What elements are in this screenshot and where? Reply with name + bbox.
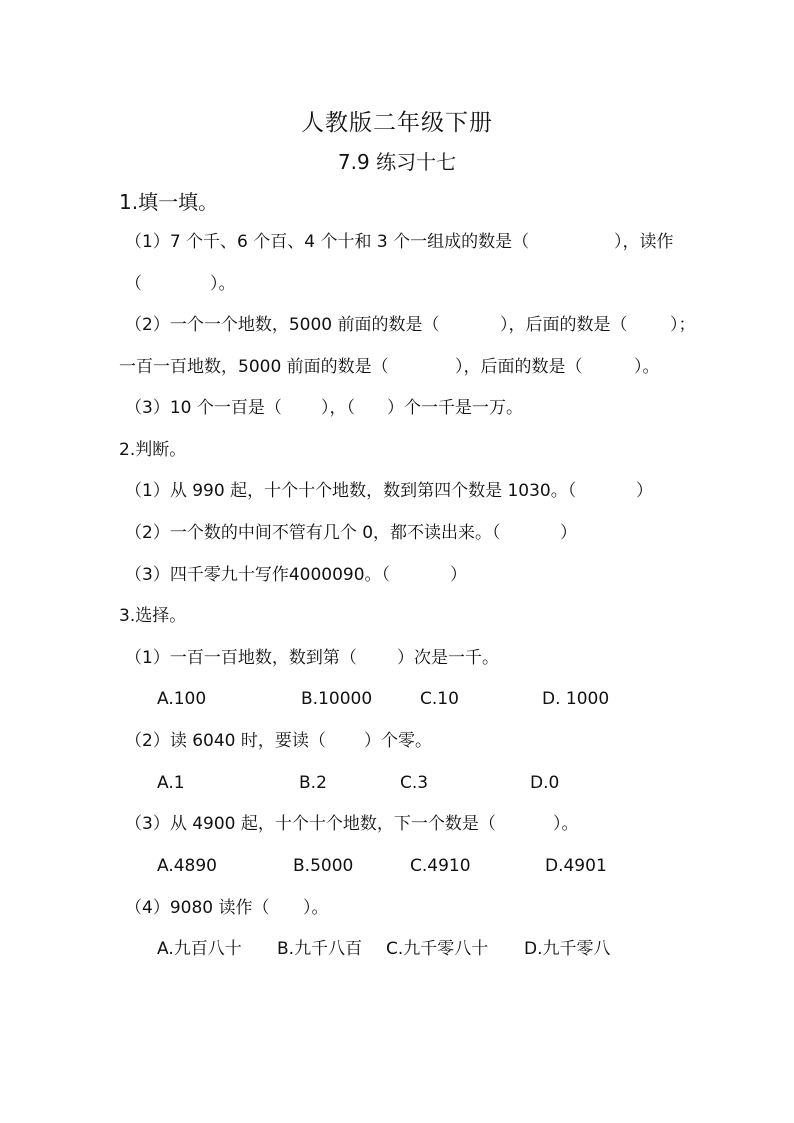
text-q3-4o-1: B.九千八百 xyxy=(277,939,363,959)
text-q3-2o-2: C.3 xyxy=(400,773,429,793)
text-q3-2o-3: D.0 xyxy=(530,773,560,793)
text-q2-2-0: （2）一个数的中间不管有几个 0，都不读出来。（ xyxy=(125,523,501,543)
text-q1-1a-1: ），读作 xyxy=(614,232,674,252)
text-q3-4o-2: C.九千零八十 xyxy=(386,939,489,959)
text-q2-2-1: ） xyxy=(560,523,577,543)
line-q1-1a xyxy=(0,228,794,256)
text-q1-2b-2: ）。 xyxy=(634,357,660,377)
text-s2-0: 2.判断。 xyxy=(119,440,187,460)
text-q3-3-1: ）。 xyxy=(553,814,579,834)
text-q3-3o-1: B.5000 xyxy=(293,856,354,876)
line-q3-4o xyxy=(0,935,794,963)
text-q1-2b-1: ），后面的数是（ xyxy=(455,357,583,377)
text-q3-4-1: ）。 xyxy=(303,898,329,918)
page-title: 人教版二年级下册 xyxy=(301,110,493,136)
text-s3-0: 3.选择。 xyxy=(119,606,187,626)
text-q1-2a-0: （2）一个一个地数，5000 前面的数是（ xyxy=(125,315,440,335)
page-subtitle: 7.9 练习十七 xyxy=(337,150,457,174)
line-q3-4 xyxy=(0,894,794,922)
text-q3-3o-2: C.4910 xyxy=(410,856,471,876)
line-s2 xyxy=(0,436,794,464)
line-q3-3o xyxy=(0,852,794,880)
text-q3-2o-1: B.2 xyxy=(299,773,327,793)
text-q1-3-2: ）个一千是一万。 xyxy=(387,398,523,418)
text-q2-1-1: ） xyxy=(636,481,653,501)
line-q2-3 xyxy=(0,561,794,589)
line-s3 xyxy=(0,602,794,630)
line-q2-2 xyxy=(0,519,794,547)
text-q1-2a-2: ）； xyxy=(670,315,696,335)
line-q1-2b xyxy=(0,353,794,381)
text-q3-3o-0: A.4890 xyxy=(157,856,217,876)
text-s1-0: 1.填一填。 xyxy=(119,190,219,214)
line-q2-1 xyxy=(0,477,794,505)
line-s1 xyxy=(0,188,794,216)
text-q3-4o-0: A.九百八十 xyxy=(157,939,242,959)
line-q3-1 xyxy=(0,644,794,672)
line-q3-2o xyxy=(0,769,794,797)
text-q1-1b-1: ）。 xyxy=(210,274,236,294)
text-q3-4-0: （4）9080 读作（ xyxy=(125,898,270,918)
text-q3-1-1: ）次是一千。 xyxy=(397,648,499,668)
line-q3-1o xyxy=(0,685,794,713)
text-q3-2o-0: A.1 xyxy=(157,773,185,793)
text-q1-1a-0: （1）7 个千、6 个百、4 个十和 3 个一组成的数是（ xyxy=(125,232,530,252)
line-q3-3 xyxy=(0,810,794,838)
text-q1-1b-0: （ xyxy=(125,274,142,294)
text-q3-1o-1: B.10000 xyxy=(301,689,373,709)
line-q1-2a xyxy=(0,311,794,339)
text-q1-2a-1: ），后面的数是（ xyxy=(500,315,628,335)
text-q3-4o-3: D.九千零八 xyxy=(524,939,611,959)
text-q2-3-0: （3）四千零九十写作4000090。（ xyxy=(125,565,391,585)
text-q2-3-1: ） xyxy=(450,565,467,585)
text-q3-1o-2: C.10 xyxy=(420,689,459,709)
text-q3-2-1: ）个零。 xyxy=(364,731,432,751)
text-q1-3-0: （3）10 个一百是（ xyxy=(125,398,282,418)
text-q3-3o-3: D.4901 xyxy=(545,856,607,876)
line-q3-2 xyxy=(0,727,794,755)
text-q3-1o-3: D. 1000 xyxy=(542,689,610,709)
text-q1-3-1: ），（ xyxy=(321,398,355,418)
line-q1-1b xyxy=(0,270,794,298)
text-q3-1-0: （1）一百一百地数，数到第（ xyxy=(125,648,357,668)
text-q1-2b-0: 一百一百地数，5000 前面的数是（ xyxy=(119,357,389,377)
text-q3-1o-0: A.100 xyxy=(157,689,207,709)
text-q3-3-0: （3）从 4900 起，十个十个地数，下一个数是（ xyxy=(125,814,496,834)
line-q1-3 xyxy=(0,394,794,422)
text-q3-2-0: （2）读 6040 时，要读（ xyxy=(125,731,326,751)
text-q2-1-0: （1）从 990 起，十个十个地数，数到第四个数是 1030。（ xyxy=(125,481,577,501)
